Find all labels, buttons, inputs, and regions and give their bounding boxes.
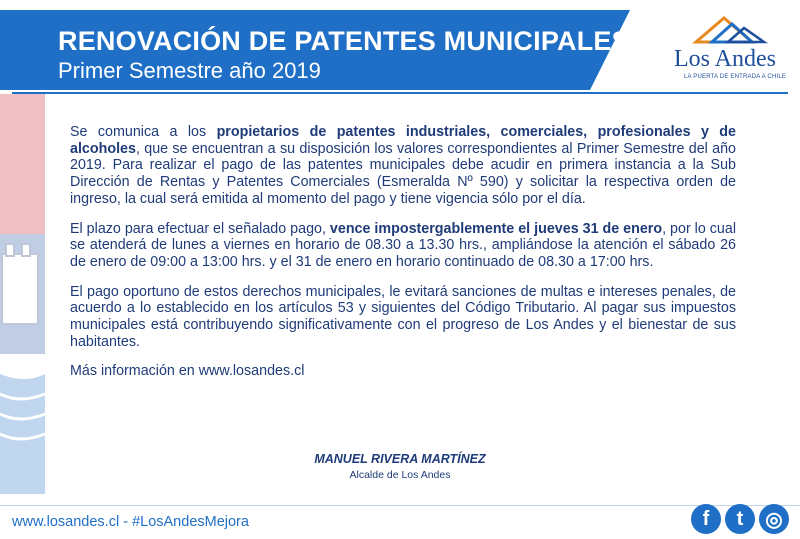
logo-tagline: LA PUERTA DE ENTRADA A CHILE [684,74,787,80]
mountain-logo-icon [668,12,796,48]
more-info: Más información en www.losandes.cl [70,363,305,380]
paragraph-1: Se comunica a los propietarios de patentes industriales, comerciales, profesionales y de alcoholes, que se encuentran a su disposición los valores correspondientes al Primer Semestre del año 2019. Para realizar el pago de las patentes municipales debe acudir en primera instancia a la Sub Dirección de Rentas y Patentes Comerciales (Esmeralda Nº 590) y solicitar la respectiva orden de ingreso, la cual será emitida al momento del pago y tiene vigencia sólo por el día. [70,124,736,207]
page-title: RENOVACIÓN DE PATENTES MUNICIPALES [58,26,630,56]
los-andes-logo [668,12,796,88]
logo-name: Los Andes [674,46,776,72]
instagram-icon[interactable]: ◎ [759,504,789,534]
footer-divider [0,505,800,506]
facebook-icon[interactable]: f [691,504,721,534]
header-banner [0,10,800,90]
bold-owners: propietarios de patentes industriales, comerciales, profesionales y de alcoholes [70,124,736,157]
signer-role: Alcalde de Los Andes [349,469,451,481]
footer-link[interactable]: www.losandes.cl - #LosAndesMejora [12,514,249,530]
notice-body [70,124,736,393]
signature-block [270,452,530,481]
twitter-icon[interactable]: t [725,504,755,534]
page-subtitle: Primer Semestre año 2019 [58,58,321,83]
city-crest-watermark-icon [0,94,60,494]
paragraph-3: El pago oportuno de estos derechos municipales, le evitará sanciones de multas e intereses penales, de acuerdo a lo establecido en los artículos 53 y siguientes del Código Tributario. Al pagar sus impuestos municipales está contribuyendo significativamente con el progreso de Los Andes y el bienestar de sus habitantes. [70,283,736,350]
signer-name: MANUEL RIVERA MARTÍNEZ [314,452,486,466]
bold-deadline: vence impostergablemente el jueves 31 de enero [329,220,663,237]
paragraph-2: El plazo para efectuar el señalado pago, vence impostergablemente el jueves 31 de enero, por lo cual se atenderá de lunes a viernes en horario de 08.30 a 13.30 hrs., ampliándose la atención el sábado 26 de enero de 09:00 a 13:00 hrs. y el 31 de enero en horario continuado de 08.30 a 17:00 hrs. [70,220,737,270]
